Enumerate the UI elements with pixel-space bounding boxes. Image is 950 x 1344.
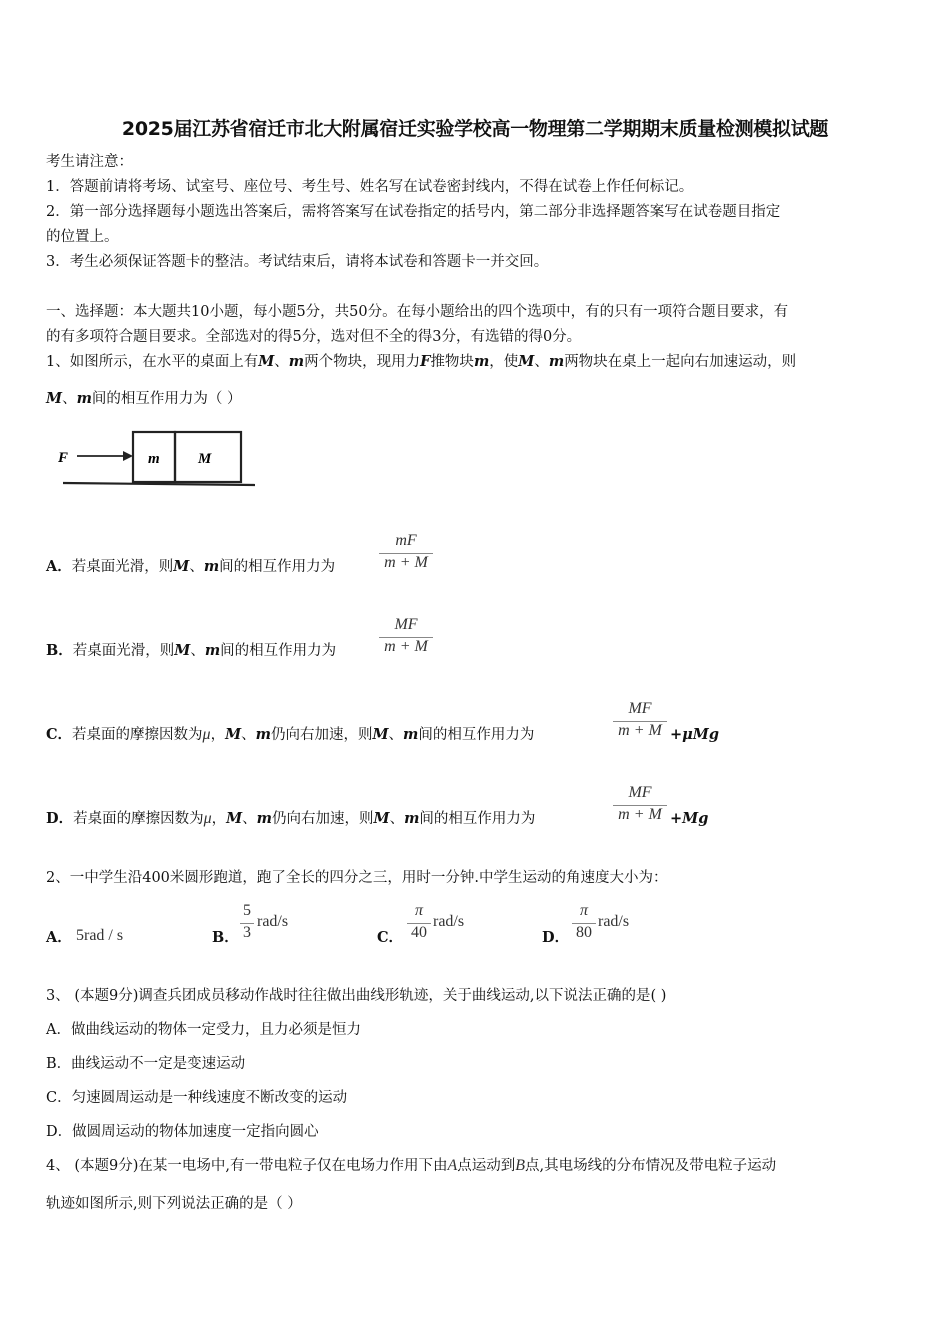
q2-option-b-unit: rad/s bbox=[257, 913, 289, 930]
q2-option-d-label[interactable]: D． bbox=[542, 929, 570, 946]
q1-option-c-fraction: MF m + M bbox=[613, 700, 667, 746]
q4-stem-line2: 轨迹如图所示,则下列说法正确的是（ ） bbox=[46, 1196, 302, 1212]
figure-label-m: m bbox=[148, 451, 160, 467]
q1-option-d-tail: +Mg bbox=[670, 810, 709, 827]
notice-item-2: 2．第一部分选择题每小题选出答案后，需将答案写在试卷指定的括号内，第二部分非选择题答案写在试卷题目指定 bbox=[46, 204, 781, 220]
q1-option-d[interactable]: D．若桌面的摩擦因数为μ，M、m仍向右加速，则M、m间的相互作用力为 bbox=[46, 810, 536, 827]
figure-label-M: M bbox=[198, 451, 212, 467]
q3-stem: 3、 (本题9分)调查兵团成员移动作战时往往做出曲线形轨迹，关于曲线运动,以下说法正确的是( ) bbox=[46, 988, 667, 1004]
q1-option-a[interactable]: A．若桌面光滑，则M、m间的相互作用力为 bbox=[46, 558, 336, 575]
page-title: 2025届江苏省宿迁市北大附属宿迁实验学校高一物理第二学期期末质量检测模拟试题 bbox=[121, 118, 829, 140]
q1-option-a-fraction: mF m + M bbox=[379, 532, 433, 578]
q3-option-b[interactable]: B．曲线运动不一定是变速运动 bbox=[46, 1056, 246, 1072]
notice-item-3: 3．考生必须保证答题卡的整洁。考试结束后，请将本试卷和答题卡一并交回。 bbox=[46, 254, 549, 270]
q2-option-d-unit: rad/s bbox=[598, 913, 630, 930]
notice-item-1: 1．答题前请将考场、试室号、座位号、考生号、姓名写在试卷密封线内，不得在试卷上作任何标记。 bbox=[46, 179, 694, 195]
notice-heading: 考生请注意： bbox=[46, 154, 133, 170]
q3-option-d[interactable]: D．做圆周运动的物体加速度一定指向圆心 bbox=[46, 1124, 319, 1140]
q2-option-b-label[interactable]: B． bbox=[212, 929, 239, 946]
q2-option-b-fraction: 5 3 bbox=[240, 902, 254, 948]
q3-option-a[interactable]: A．做曲线运动的物体一定受力，且力必须是恒力 bbox=[46, 1022, 361, 1038]
q2-option-a-label[interactable]: A． bbox=[46, 929, 72, 946]
q1-option-d-fraction: MF m + M bbox=[613, 784, 667, 830]
q1-option-c[interactable]: C．若桌面的摩擦因数为μ，M、m仍向右加速，则M、m间的相互作用力为 bbox=[46, 726, 535, 743]
figure-label-F: F bbox=[58, 450, 69, 466]
q1-option-b[interactable]: B．若桌面光滑，则M、m间的相互作用力为 bbox=[46, 642, 337, 659]
q1-stem-line1: 1、如图所示，在水平的桌面上有M、m两个物块，现用力F推物块m，使M、m两物块在桌上一起向右加速运动，则 bbox=[46, 353, 797, 370]
notice-item-2-cont: 的位置上。 bbox=[46, 229, 119, 245]
section-instruction-1: 一、选择题：本大题共10小题，每小题5分，共50分。在每小题给出的四个选项中，有的只有一项符合题目要求，有 bbox=[46, 304, 789, 320]
section-instruction-2: 的有多项符合题目要求。全部选对的得5分，选对但不全的得3分，有选错的得0分。 bbox=[46, 329, 582, 345]
q3-option-c[interactable]: C．匀速圆周运动是一种线速度不断改变的运动 bbox=[46, 1090, 348, 1106]
q2-option-d-fraction: π 80 bbox=[572, 902, 596, 948]
q4-stem-line1: 4、 (本题9分)在某一电场中,有一带电粒子仅在电场力作用下由A点运动到B点,其电场线的分布情况及带电粒子运动 bbox=[46, 1157, 777, 1174]
q2-stem: 2、一中学生沿400米圆形跑道，跑了全长的四分之三，用时一分钟.中学生运动的角速度大小为： bbox=[46, 870, 668, 886]
q1-stem-line2: M、m间的相互作用力为（ ） bbox=[46, 390, 242, 407]
q2-option-c-fraction: π 40 bbox=[407, 902, 431, 948]
q2-option-c-unit: rad/s bbox=[433, 913, 465, 930]
q2-option-a-value: 5rad / s bbox=[76, 927, 124, 944]
q1-option-b-fraction: MF m + M bbox=[379, 616, 433, 662]
q1-blocks-figure bbox=[55, 425, 265, 490]
q2-option-c-label[interactable]: C． bbox=[377, 929, 404, 946]
q1-option-c-tail: +μMg bbox=[670, 726, 719, 743]
